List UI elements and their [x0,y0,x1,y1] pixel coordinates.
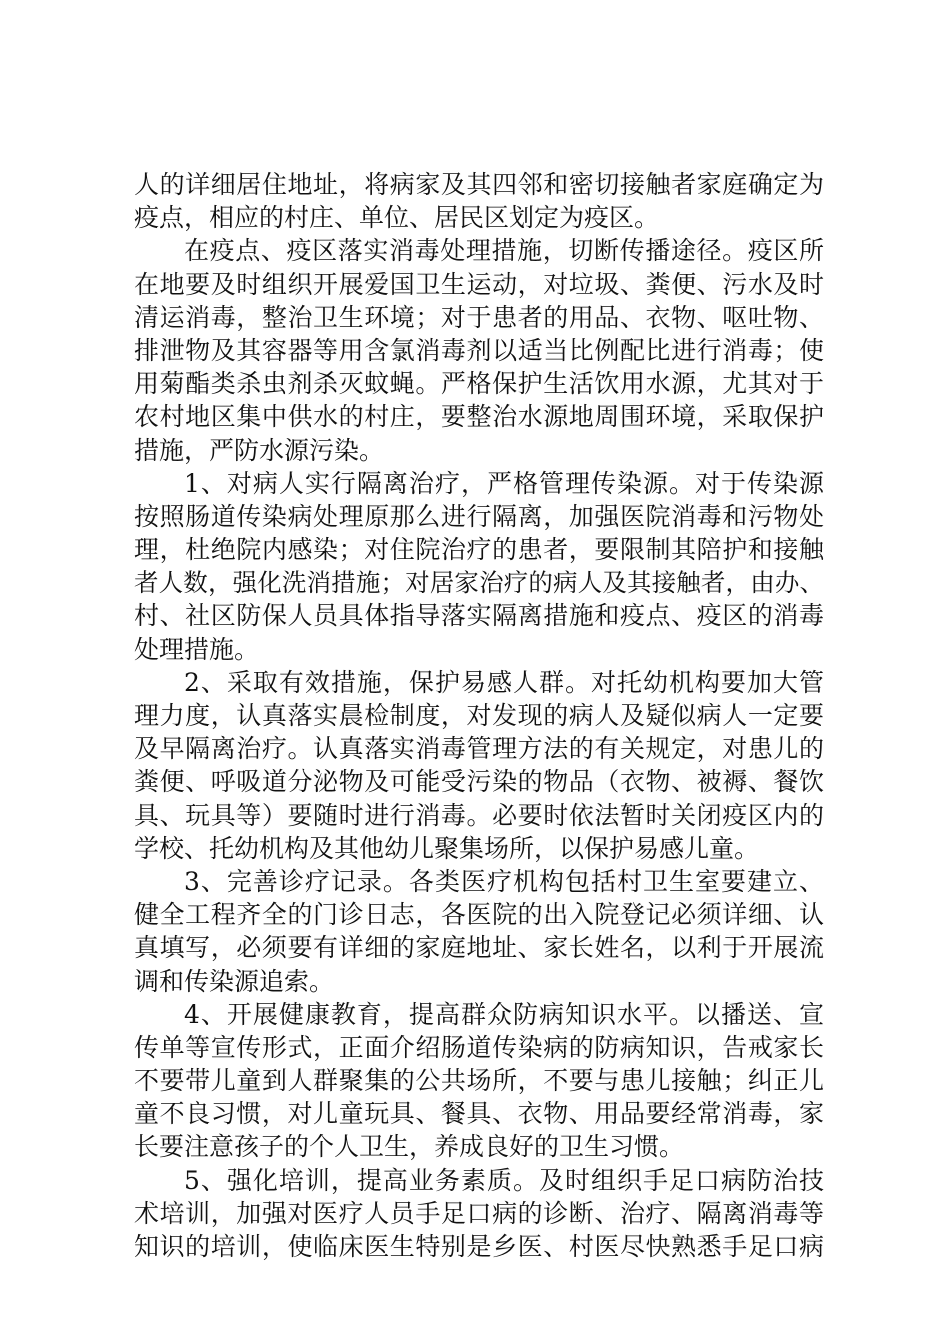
text-line: 童不良习惯，对儿童玩具、餐具、衣物、用品要经常消毒，家 [134,1099,824,1129]
text-line: 理，杜绝院内感染；对住院治疗的患者，要限制其陪护和接触 [134,535,824,565]
paragraph-first-line: 3、完善诊疗记录。各类医疗机构包括村卫生室要建立、 [184,866,824,896]
paragraph-first-line: 1、对病人实行隔离治疗，严格管理传染源。对于传染源 [184,468,824,498]
text-line: 处理措施。 [134,634,260,664]
text-line: 农村地区集中供水的村庄，要整治水源地周围环境，采取保护 [134,402,824,432]
text-line: 用菊酯类杀虫剂杀灭蚊蝇。严格保护生活饮用水源，尤其对于 [134,369,824,399]
text-line: 者人数，强化洗消措施；对居家治疗的病人及其接触者，由办、 [134,568,824,598]
text-line: 知识的培训，使临床医生特别是乡医、村医尽快熟悉手足口病 [134,1232,824,1261]
document-body [134,168,824,1263]
text-line: 排泄物及其容器等用含氯消毒剂以适当比例配比进行消毒；使 [134,335,824,365]
text-line: 疫点，相应的村庄、单位、居民区划定为疫区。 [134,203,660,233]
paragraph-first-line: 5、强化培训，提高业务素质。及时组织手足口病防治技 [184,1165,824,1195]
text-line: 人的详细居住地址，将病家及其四邻和密切接触者家庭确定为 [134,170,824,199]
text-line: 村、社区防保人员具体指导落实隔离措施和疫点、疫区的消毒 [134,601,824,631]
text-line: 学校、托幼机构及其他幼儿聚集场所，以保护易感儿童。 [134,833,760,863]
text-line: 传单等宣传形式，正面介绍肠道传染病的防病知识，告戒家长 [134,1032,824,1062]
text-line: 真填写，必须要有详细的家庭地址、家长姓名，以利于开展流 [134,933,824,963]
paragraph-first-line: 2、采取有效措施，保护易感人群。对托幼机构要加大管 [184,667,824,697]
text-line: 不要带儿童到人群聚集的公共场所，不要与患儿接触；纠正儿 [134,1066,824,1096]
text-line: 按照肠道传染病处理原那么进行隔离，加强医院消毒和污物处 [134,501,824,531]
text-line: 具、玩具等）要随时进行消毒。必要时依法暂时关闭疫区内的 [134,800,824,830]
text-line: 清运消毒，整治卫生环境；对于患者的用品、衣物、呕吐物、 [134,302,824,332]
text-line: 术培训，加强对医疗人员手足口病的诊断、治疗、隔离消毒等 [134,1198,824,1228]
paragraph-first-line: 在疫点、疫区落实消毒处理措施，切断传播途径。疫区所 [184,236,824,266]
paragraph-first-line: 4、开展健康教育，提高群众防病知识水平。以播送、宣 [184,999,824,1029]
text-line: 及早隔离治疗。认真落实消毒管理方法的有关规定，对患儿的 [134,734,824,764]
text-line: 理力度，认真落实晨检制度，对发现的病人及疑似病人一定要 [134,701,824,730]
text-line: 长要注意孩子的个人卫生，养成良好的卫生习惯。 [134,1132,685,1162]
text-line: 健全工程齐全的门诊日志，各医院的出入院登记必须详细、认 [134,900,824,930]
text-line: 在地要及时组织开展爱国卫生运动，对垃圾、粪便、污水及时 [134,269,824,299]
text-line: 粪便、呼吸道分泌物及可能受污染的物品（衣物、被褥、餐饮 [134,767,824,797]
text-line: 措施，严防水源污染。 [134,435,385,465]
text-line: 调和传染源追索。 [134,966,335,996]
